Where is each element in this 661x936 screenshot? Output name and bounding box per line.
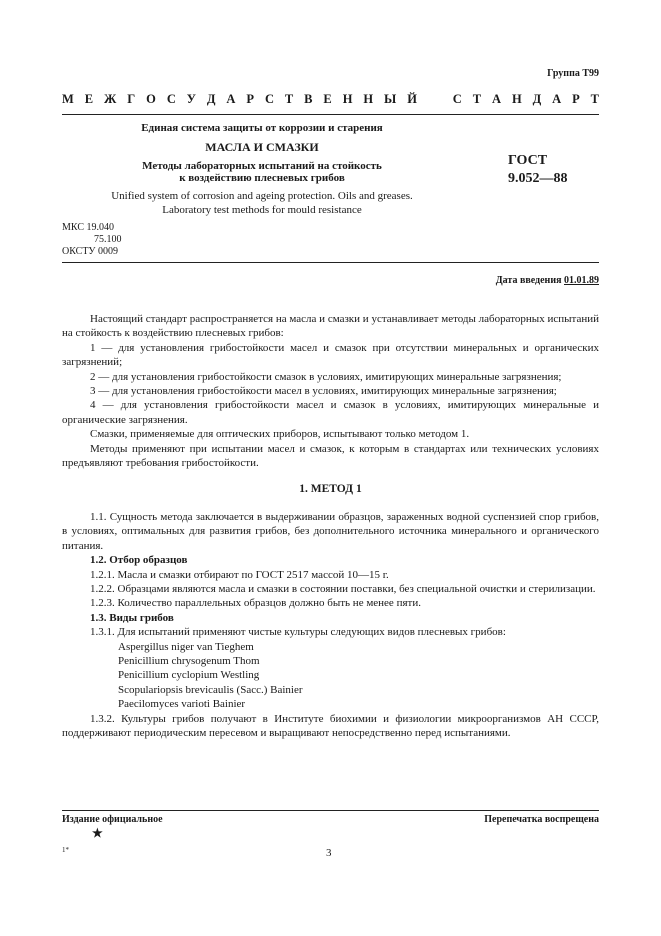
gost-number: 9.052—88: [508, 171, 568, 186]
banner-letter: Т: [472, 92, 482, 106]
clause-1-1: 1.1. Сущность метода заключается в выдерживании образцов, зараженных водной суспензией спор грибов, в условиях, оптимальных для развития грибов, без дополнительного источника минерального и органического питания.: [62, 510, 599, 552]
methods-title: [62, 160, 462, 184]
mks-code-second: 75.100: [94, 234, 122, 245]
english-title-line2: Laboratory test methods for mould resistance: [162, 204, 362, 216]
paragraph-optical: Смазки, применяемые для оптических приборов, испытывают только методом 1.: [90, 428, 470, 441]
page-number: 3: [326, 847, 332, 859]
okstu-code: ОКСТУ 0009: [62, 246, 119, 257]
gost-label: ГОСТ: [508, 153, 548, 168]
paragraph-method-2: 2 — для установления грибостойкости смазок в условиях, имитирующих минеральные загрязнения;: [90, 370, 562, 383]
header-divider: [62, 114, 599, 115]
paragraph-scope: Настоящий стандарт распространяется на масла и смазки и устанавливает методы лабораторных испытаний на стойкость к воздействию плесневых грибов:: [62, 313, 599, 340]
group-label: Группа Т99: [547, 68, 599, 79]
banner-letter: С: [264, 92, 274, 106]
banner-letter: Д: [532, 92, 542, 106]
footer-divider: [62, 810, 599, 811]
species-item: Paecilomyces varioti Bainier: [118, 698, 246, 711]
gost-designation: [508, 152, 568, 188]
banner-letter: Т: [590, 92, 599, 106]
banner-letter: С: [452, 92, 462, 106]
banner-letter: Ы: [384, 92, 397, 106]
banner-letter: А: [552, 92, 562, 106]
banner-letter: М: [62, 92, 74, 106]
clause-1-2-1: 1.2.1. Масла и смазки отбирают по ГОСТ 2517 массой 10—15 г.: [90, 568, 389, 581]
english-title: [62, 189, 462, 217]
banner-letter: О: [146, 92, 156, 106]
title-block: [62, 122, 462, 217]
heading-1-2: 1.2. Отбор образцов: [90, 554, 188, 567]
paragraph-method-1: 1 — для установления грибостойкости масел и смазок при отсутствии минеральных и органических загрязнений;: [62, 341, 599, 369]
star-icon: ★: [92, 826, 103, 840]
intro-date-label: Дата введения: [495, 275, 564, 286]
methods-title-line2: к воздействию плесневых грибов: [179, 172, 345, 184]
document-body: [62, 312, 599, 740]
paragraph-method-3: 3 — для установления грибостойкости масел в условиях, имитирующих минеральные загрязнения;: [90, 385, 557, 398]
banner-letter: Н: [363, 92, 374, 106]
banner-letter: Й: [407, 92, 417, 106]
banner-letter: Т: [284, 92, 294, 106]
clause-1-2-3: 1.2.3. Количество параллельных образцов должно быть не менее пяти.: [90, 597, 421, 610]
heading-1-3: 1.3. Виды грибов: [90, 611, 174, 624]
banner-letter: У: [186, 92, 196, 106]
introduction-date: [496, 275, 599, 286]
banner-letter: Г: [127, 92, 136, 106]
banner-letter: Р: [246, 92, 255, 106]
banner-letter: Н: [342, 92, 353, 106]
system-title: Единая система защиты от коррозии и старения: [141, 122, 383, 134]
clause-1-3-2: 1.3.2. Культуры грибов получают в Институте биохимии и физиологии микроорганизмов АН СССР, поддерживают периодическим пересевом и выращивают непосредственно перед испытаниями.: [62, 712, 599, 739]
classification-codes: [62, 222, 122, 258]
paragraph-application: Методы применяют при испытании масел и смазок, к которым в стандартах или технических условиях предъявляют требования грибостойкости.: [62, 442, 599, 470]
species-item: Scopulariopsis brevicaulis (Sacc.) Bainier: [118, 683, 303, 696]
main-title: МАСЛА И СМАЗКИ: [205, 140, 319, 154]
interstate-standard-banner: [62, 92, 599, 107]
print-mark: 1*: [62, 846, 69, 854]
banner-letter: Р: [572, 92, 580, 106]
english-title-line1: Unified system of corrosion and ageing protection. Oils and greases.: [111, 190, 413, 202]
intro-date-value: 01.01.89: [564, 275, 599, 286]
mks-code: МКС 19.040: [62, 222, 114, 233]
official-edition-label: Издание официальное: [62, 814, 163, 825]
reprint-prohibited-label: Перепечатка воспрещена: [484, 814, 599, 825]
banner-letter: В: [304, 92, 313, 106]
species-item: Penicillium chrysogenum Thom: [118, 654, 260, 667]
clause-1-2-2: 1.2.2. Образцами являются масла и смазки в состоянии поставки, без специальной очистки и стерилизации.: [90, 582, 596, 595]
classification-divider: [62, 262, 599, 263]
clause-1-3-1: 1.3.1. Для испытаний применяют чистые культуры следующих видов плесневых грибов:: [90, 626, 506, 639]
banner-letter: Н: [511, 92, 522, 106]
banner-letter: А: [226, 92, 236, 106]
species-item: Penicillium cyclopium Westling: [118, 669, 260, 682]
banner-letter: А: [492, 92, 502, 106]
banner-letter: С: [166, 92, 176, 106]
species-item: Aspergillus niger van Tieghem: [118, 640, 254, 653]
banner-letter: Е: [323, 92, 332, 106]
methods-title-line1: Методы лабораторных испытаний на стойкость: [142, 160, 382, 172]
banner-letter: Д: [206, 92, 216, 106]
banner-letter: Ж: [104, 92, 117, 106]
paragraph-method-4: 4 — для установления грибостойкости масел и смазок в условиях, имитирующих минеральные и органические загрязнения.: [62, 399, 599, 426]
banner-letter: Е: [84, 92, 94, 106]
section-title: 1. МЕТОД 1: [299, 483, 362, 496]
banner-word-gap: [428, 92, 442, 107]
